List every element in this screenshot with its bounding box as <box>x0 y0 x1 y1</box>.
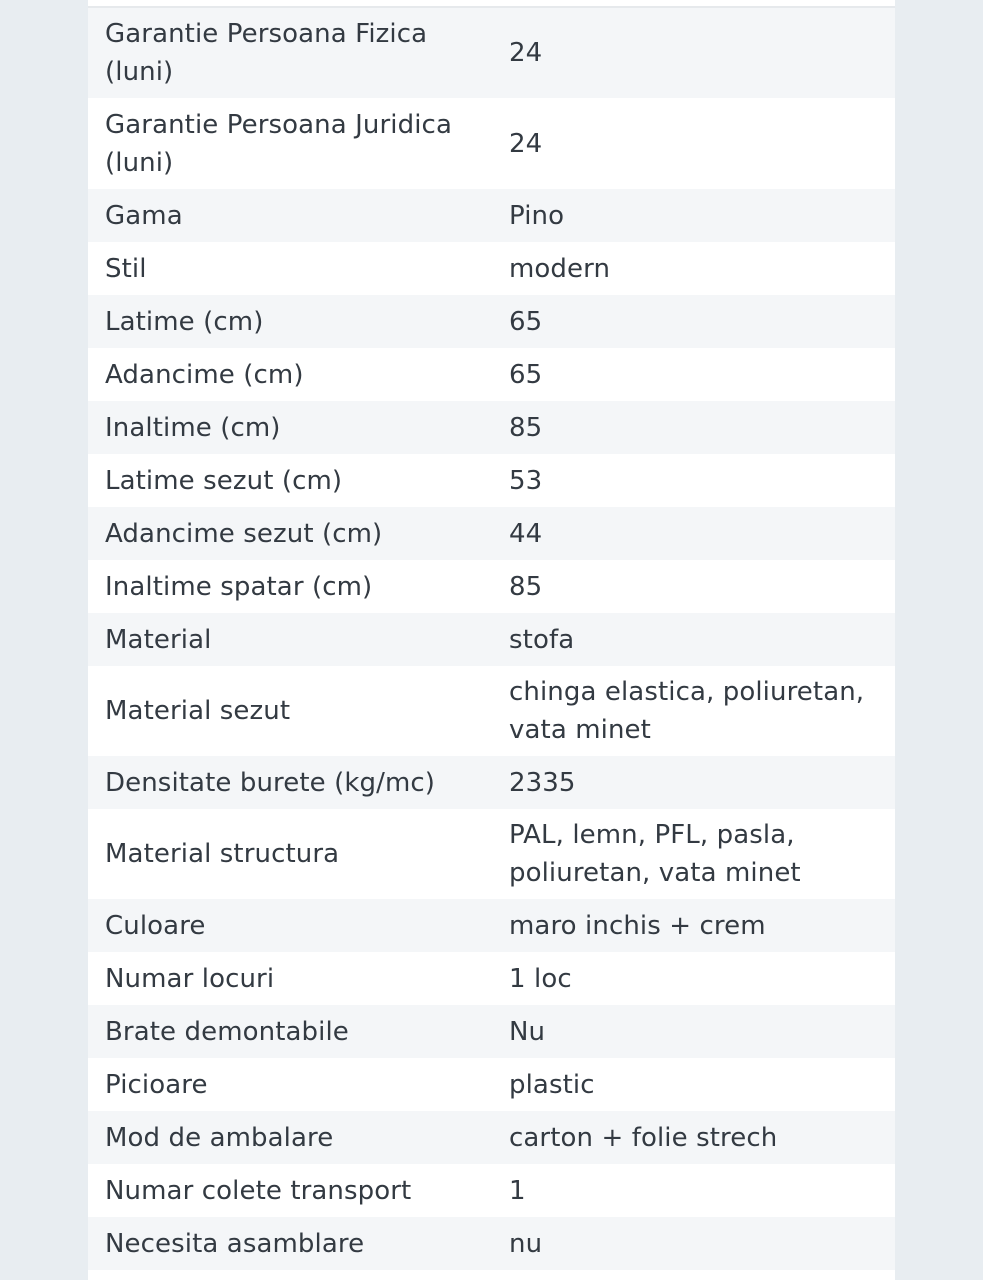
spec-value: maro inchis + crem <box>493 899 895 952</box>
table-row <box>88 560 895 613</box>
spec-label: Material structura <box>88 809 493 899</box>
specifications-panel <box>88 0 895 1280</box>
spec-value: nu <box>493 1217 895 1270</box>
table-row <box>88 401 895 454</box>
table-row <box>88 899 895 952</box>
table-row <box>88 507 895 560</box>
table-row <box>88 1005 895 1058</box>
table-row <box>88 666 895 756</box>
table-row <box>88 454 895 507</box>
spec-label: Necesita asamblare <box>88 1217 493 1270</box>
spec-label: Garantie Persoana Juridica (luni) <box>88 98 493 189</box>
spec-label: Inaltime spatar (cm) <box>88 560 493 613</box>
spec-label: Picioare <box>88 1058 493 1111</box>
spec-label: Brate demontabile <box>88 1005 493 1058</box>
spec-value: 1 loc <box>493 952 895 1005</box>
spec-label: Inaltime (cm) <box>88 401 493 454</box>
spec-label: Adancime (cm) <box>88 348 493 401</box>
spec-label: Densitate burete (kg/mc) <box>88 756 493 809</box>
spec-value: modern <box>493 242 895 295</box>
spec-value: 24 <box>493 8 895 98</box>
spec-label: Culoare <box>88 899 493 952</box>
spec-label: Gama <box>88 189 493 242</box>
table-row <box>88 295 895 348</box>
spec-label: Garantie Persoana Fizica (luni) <box>88 8 493 98</box>
spec-label: Numar colete transport <box>88 1164 493 1217</box>
table-top-divider <box>88 0 895 8</box>
spec-label: Numar locuri <box>88 952 493 1005</box>
table-row <box>88 613 895 666</box>
spec-label: Mod de ambalare <box>88 1111 493 1164</box>
spec-label: Adancime sezut (cm) <box>88 507 493 560</box>
table-row <box>88 1164 895 1217</box>
spec-label: Material sezut <box>88 666 493 756</box>
spec-value: 24 <box>493 98 895 189</box>
spec-value: 2335 <box>493 756 895 809</box>
table-row <box>88 242 895 295</box>
spec-value: Nu <box>493 1005 895 1058</box>
spec-value: PAL, lemn, PFL, pasla, poliuretan, vata minet <box>493 809 895 899</box>
table-row <box>88 809 895 899</box>
spec-value: stofa <box>493 613 895 666</box>
table-row <box>88 8 895 98</box>
table-row <box>88 189 895 242</box>
spec-value: 53 <box>493 454 895 507</box>
spec-label: Stil <box>88 242 493 295</box>
spec-value: chinga elastica, poliuretan, vata minet <box>493 666 895 756</box>
spec-value: 1 <box>493 1164 895 1217</box>
specifications-table <box>88 8 895 1270</box>
table-row <box>88 756 895 809</box>
spec-value: 85 <box>493 401 895 454</box>
spec-value: plastic <box>493 1058 895 1111</box>
spec-value: 85 <box>493 560 895 613</box>
spec-value: carton + folie strech <box>493 1111 895 1164</box>
table-row <box>88 348 895 401</box>
table-row <box>88 98 895 189</box>
spec-label: Material <box>88 613 493 666</box>
spec-value: 44 <box>493 507 895 560</box>
table-row <box>88 1058 895 1111</box>
spec-label: Latime sezut (cm) <box>88 454 493 507</box>
spec-value: 65 <box>493 295 895 348</box>
spec-value: Pino <box>493 189 895 242</box>
table-row <box>88 952 895 1005</box>
spec-label: Latime (cm) <box>88 295 493 348</box>
table-row <box>88 1111 895 1164</box>
table-row <box>88 1217 895 1270</box>
spec-value: 65 <box>493 348 895 401</box>
